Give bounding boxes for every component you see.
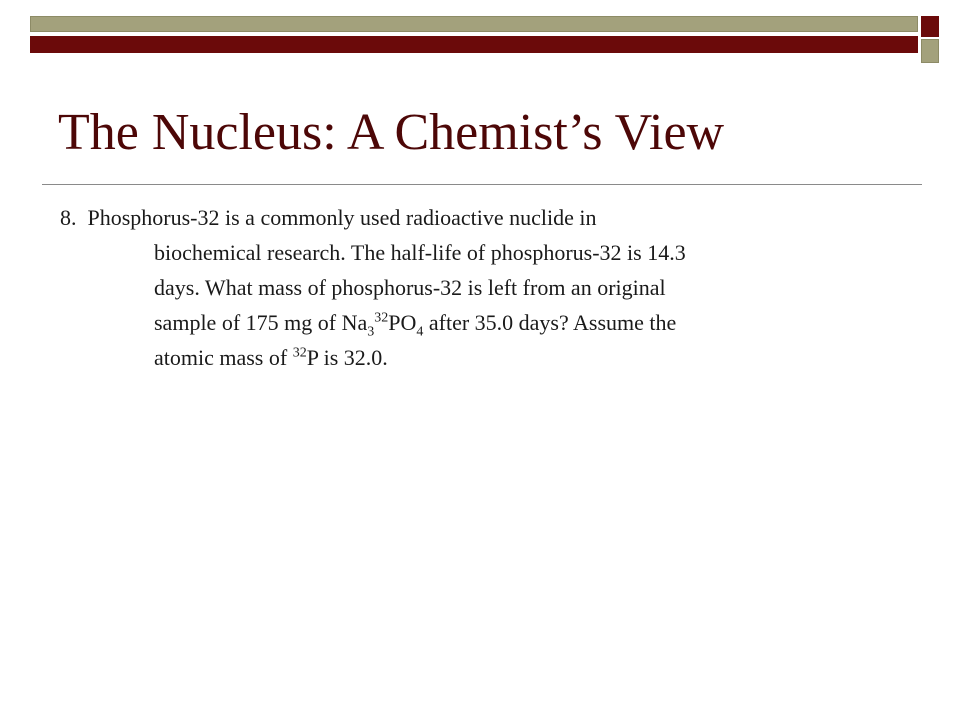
superscript-32-p: 32 (292, 345, 307, 361)
problem-number: 8. (60, 205, 77, 230)
problem-line-1 (60, 200, 920, 235)
problem-line-3: days. What mass of phosphorus-32 is left from an original (154, 275, 666, 300)
decorative-maroon-square (921, 16, 939, 37)
problem-line-4-c: after 35.0 days? Assume the (423, 310, 677, 335)
problem-line-5 (60, 340, 920, 375)
superscript-32: 32 (374, 310, 389, 326)
problem-line-2: biochemical research. The half-life of phosphorus-32 is 14.3 (154, 240, 686, 265)
problem-line-5-a: atomic mass of (154, 345, 293, 370)
problem-line-4 (60, 305, 920, 340)
problem-line-4-a: sample of 175 mg of Na (154, 310, 368, 335)
subscript-3: 3 (367, 324, 375, 340)
problem-text (60, 200, 920, 375)
slide-title: The Nucleus: A Chemist’s View (58, 104, 725, 161)
decorative-olive-square (921, 39, 939, 63)
problem-line-1-text: Phosphorus-32 is a commonly used radioactive nuclide in (87, 205, 597, 230)
decorative-olive-band (30, 16, 918, 32)
problem-line-5-b: P is 32.0. (306, 345, 388, 370)
decorative-maroon-band (30, 36, 918, 53)
problem-line-4-b: PO (388, 310, 417, 335)
title-divider (42, 184, 922, 185)
subscript-4: 4 (416, 324, 424, 340)
